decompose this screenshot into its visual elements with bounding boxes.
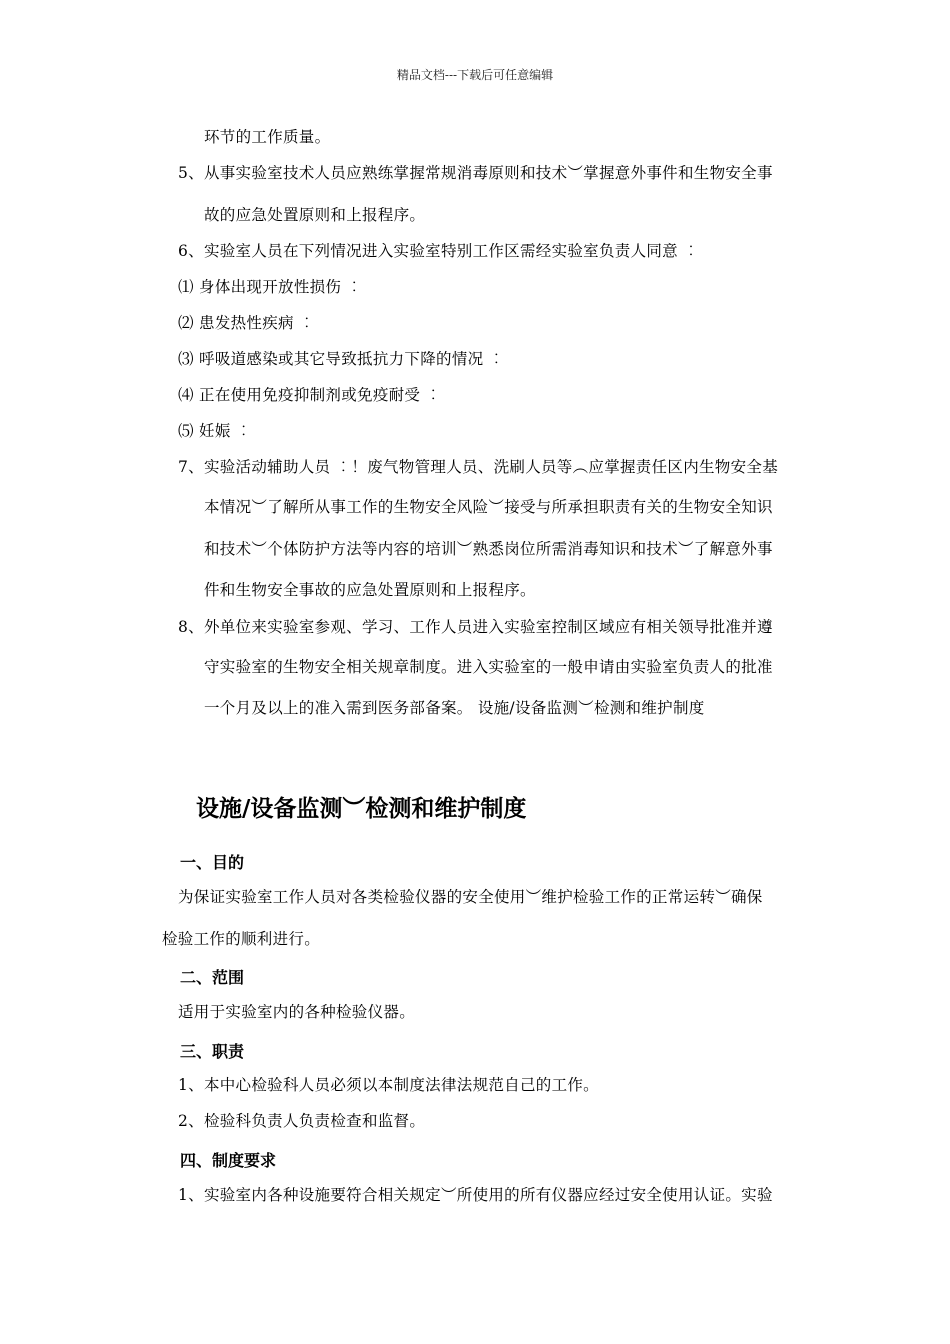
- text-line: 和技术︶个体防护方法等内容的培训︶熟悉岗位所需消毒知识和技术︶了解意外事: [204, 540, 773, 558]
- section-heading: 一、目的: [180, 853, 245, 872]
- text-line: 环节的工作质量。: [204, 128, 331, 146]
- text-line: 件和生物安全事故的应急处置原则和上报程序。: [204, 581, 536, 599]
- text-line: 5、从事实验室技术人员应熟练掌握常规消毒原则和技术︶掌握意外事件和生物安全事: [178, 164, 773, 182]
- text-line: 7、实验活动辅助人员 ︰！废气物管理人员、洗刷人员等︵应掌握责任区内生物安全基: [178, 458, 778, 476]
- text-line: 6、实验室人员在下列情况进入实验室特别工作区需经实验室负责人同意 ︰: [178, 242, 699, 260]
- list-item: ⑴ 身体出现开放性损伤 ︰: [178, 278, 363, 296]
- section-heading: 四、制度要求: [180, 1151, 277, 1170]
- text-line: 适用于实验室内的各种检验仪器。: [178, 1003, 416, 1021]
- section-heading: 三、职责: [180, 1042, 245, 1061]
- section-heading: 二、范围: [180, 968, 245, 987]
- text-line: 一个月及以上的准入需到医务部备案。 设施/设备监测︶检测和维护制度: [204, 699, 705, 717]
- text-line: 1、本中心检验科人员必须以本制度法律法规范自己的工作。: [178, 1076, 599, 1094]
- text-line: 为保证实验室工作人员对各类检验仪器的安全使用︶维护检验工作的正常运转︶确保: [178, 888, 763, 906]
- text-line: 检验工作的顺利进行。: [162, 930, 321, 948]
- list-item: ⑶ 呼吸道感染或其它导致抵抗力下降的情况 ︰: [178, 350, 505, 368]
- text-line: 1、实验室内各种设施要符合相关规定︶所使用的所有仪器应经过安全使用认证。实验: [178, 1186, 773, 1204]
- list-item: ⑷ 正在使用免疫抑制剂或免疫耐受 ︰: [178, 386, 442, 404]
- text-line: 8、外单位来实验室参观、学习、工作人员进入实验室控制区域应有相关领导批准并遵: [178, 618, 773, 636]
- text-line: 本情况︶了解所从事工作的生物安全风险︶接受与所承担职责有关的生物安全知识: [204, 498, 773, 516]
- document-title: 设施/设备监测︶检测和维护制度: [196, 796, 527, 822]
- text-line: 2、检验科负责人负责检查和监督。: [178, 1112, 426, 1130]
- text-line: 故的应急处置原则和上报程序。: [204, 206, 426, 224]
- page-header: 精品文档---下载后可任意编辑: [396, 68, 554, 82]
- text-line: 守实验室的生物安全相关规章制度。进入实验室的一般申请由实验室负责人的批准: [204, 658, 773, 676]
- list-item: ⑵ 患发热性疾病 ︰: [178, 314, 315, 332]
- list-item: ⑸ 妊娠 ︰: [178, 422, 252, 440]
